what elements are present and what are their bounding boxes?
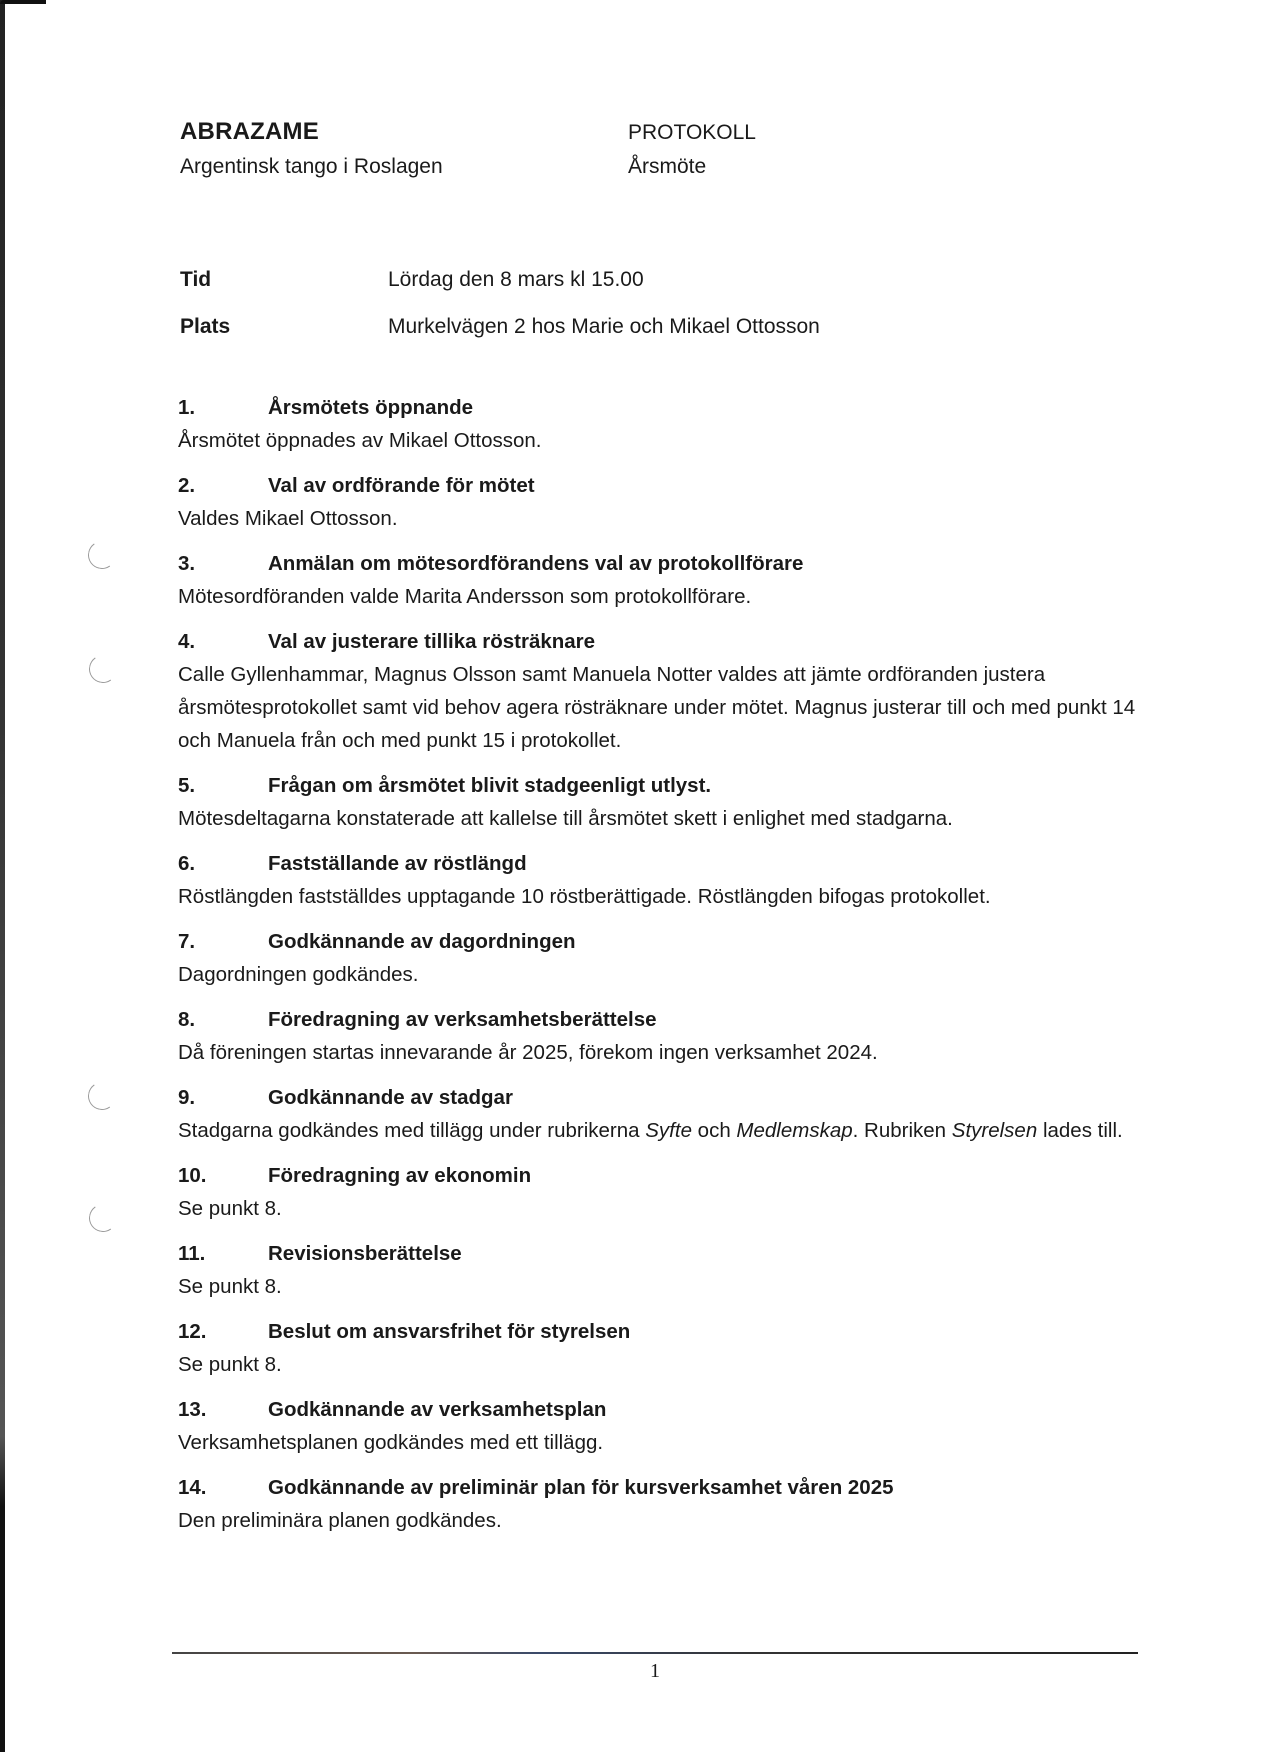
agenda-item-heading [178, 1316, 1138, 1348]
agenda-item [178, 548, 1138, 613]
agenda-item-number: 3. [178, 552, 196, 575]
body-text-segment: lades till. [1037, 1119, 1123, 1142]
agenda-item [178, 1160, 1138, 1225]
place-label: Plats [180, 315, 231, 338]
agenda-item-number: 11. [178, 1242, 206, 1265]
page-number: 1 [650, 1660, 660, 1682]
agenda-item-title: Beslut om ansvarsfrihet för styrelsen [268, 1320, 631, 1343]
agenda-item-title: Godkännande av stadgar [268, 1086, 513, 1109]
body-text-segment: . Rubriken [852, 1119, 952, 1142]
agenda-item-heading [178, 926, 1138, 958]
agenda-item-number: 5. [178, 774, 196, 797]
agenda-item-number: 9. [178, 1086, 196, 1109]
agenda-item-heading [178, 392, 1138, 424]
agenda-item-body: Den preliminära planen godkändes. [178, 1509, 502, 1532]
agenda-item-heading [178, 1082, 1138, 1114]
agenda-list [178, 392, 1138, 1550]
agenda-item-number: 7. [178, 930, 196, 953]
agenda-item-number: 13. [178, 1398, 207, 1421]
agenda-item-title: Frågan om årsmötet blivit stadgeenligt utlyst. [268, 774, 712, 797]
emphasized-term: Syfte [645, 1119, 692, 1142]
agenda-item-title: Årsmötets öppnande [268, 396, 474, 419]
agenda-item-body: Mötesdeltagarna konstaterade att kallelse till årsmötet skett i enlighet med stadgarna. [178, 807, 953, 830]
agenda-item-heading [178, 1472, 1138, 1504]
agenda-item-body: Valdes Mikael Ottosson. [178, 507, 398, 530]
agenda-item [178, 470, 1138, 535]
agenda-item-heading [178, 470, 1138, 502]
agenda-item-title: Anmälan om mötesordförandens val av protokollförare [268, 552, 804, 575]
agenda-item-body: Se punkt 8. [178, 1197, 282, 1220]
agenda-item-title: Godkännande av verksamhetsplan [268, 1398, 607, 1421]
agenda-item [178, 848, 1138, 913]
agenda-item-body [178, 1114, 1138, 1147]
document-subtitle: Årsmöte [628, 155, 707, 178]
agenda-item-title: Val av justerare tillika rösträknare [268, 630, 596, 653]
agenda-item-body: Dagordningen godkändes. [178, 963, 419, 986]
scan-edge-top [0, 0, 46, 4]
document-type-header [628, 121, 756, 179]
agenda-item-number: 12. [178, 1320, 207, 1343]
meta-row-time [180, 268, 644, 292]
agenda-item-number: 4. [178, 630, 196, 653]
agenda-item-body: Verksamhetsplanen godkändes med ett tillägg. [178, 1431, 604, 1454]
punch-hole-mark [87, 1202, 119, 1234]
agenda-item-heading [178, 1160, 1138, 1192]
agenda-item-number: 8. [178, 1008, 196, 1031]
document-type: PROTOKOLL [628, 121, 756, 144]
agenda-item [178, 1082, 1138, 1147]
agenda-item-title: Revisionsberättelse [268, 1242, 462, 1265]
emphasized-term: Medlemskap [736, 1119, 853, 1142]
agenda-item-body: Årsmötet öppnades av Mikael Ottosson. [178, 429, 542, 452]
agenda-item-heading [178, 848, 1138, 880]
agenda-item-heading [178, 1238, 1138, 1270]
agenda-item [178, 770, 1138, 835]
agenda-item-heading [178, 1394, 1138, 1426]
agenda-item-number: 14. [178, 1476, 207, 1499]
agenda-item-body: Se punkt 8. [178, 1353, 282, 1376]
agenda-item [178, 1472, 1138, 1537]
agenda-item [178, 392, 1138, 457]
agenda-item-title: Godkännande av preliminär plan för kursverksamhet våren 2025 [268, 1476, 894, 1499]
agenda-item-number: 10. [178, 1164, 207, 1187]
time-label: Tid [180, 268, 212, 291]
agenda-item-heading [178, 548, 1138, 580]
agenda-item-heading [178, 1004, 1138, 1036]
body-text-segment: Stadgarna godkändes med tillägg under rubrikerna [178, 1119, 646, 1142]
scan-edge-left [0, 0, 5, 1752]
agenda-item-title: Val av ordförande för mötet [268, 474, 535, 497]
agenda-item [178, 626, 1138, 757]
agenda-item-body: Se punkt 8. [178, 1275, 282, 1298]
agenda-item [178, 1394, 1138, 1459]
punch-hole-mark [87, 653, 119, 685]
agenda-item-number: 1. [178, 396, 196, 419]
organization-subtitle: Argentinsk tango i Roslagen [180, 155, 443, 178]
agenda-item [178, 1004, 1138, 1069]
agenda-item-title: Föredragning av verksamhetsberättelse [268, 1008, 657, 1031]
organization-name: ABRAZAME [180, 118, 319, 145]
agenda-item [178, 1238, 1138, 1303]
meta-row-place [180, 315, 820, 339]
agenda-item-heading [178, 770, 1138, 802]
agenda-item-body: Mötesordföranden valde Marita Andersson som protokollförare. [178, 585, 752, 608]
agenda-item-body: Då föreningen startas innevarande år 2025, förekom ingen verksamhet 2024. [178, 1041, 878, 1064]
emphasized-term: Styrelsen [951, 1119, 1038, 1142]
punch-hole-mark [86, 1080, 118, 1112]
agenda-item-title: Föredragning av ekonomin [268, 1164, 532, 1187]
agenda-item-body: Calle Gyllenhammar, Magnus Olsson samt Manuela Notter valdes att jämte ordföranden justera årsmötesprotokollet samt vid behov agera rösträknare under mötet. Magnus justerar till och med punkt 14 och Manuela från och med punkt 15 i protokollet. [178, 663, 1136, 752]
agenda-item-number: 2. [178, 474, 196, 497]
time-value: Lördag den 8 mars kl 15.00 [388, 268, 644, 291]
agenda-item-number: 6. [178, 852, 196, 875]
body-text-segment: och [691, 1119, 737, 1142]
punch-hole-mark [86, 539, 118, 571]
agenda-item-title: Fastställande av röstlängd [268, 852, 527, 875]
agenda-item [178, 926, 1138, 991]
footer-divider [172, 1652, 1138, 1654]
agenda-item-title: Godkännande av dagordningen [268, 930, 576, 953]
agenda-item-body: Röstlängden fastställdes upptagande 10 röstberättigade. Röstlängden bifogas protokollet. [178, 885, 991, 908]
agenda-item-heading [178, 626, 1138, 658]
organization-header [180, 118, 443, 179]
place-value: Murkelvägen 2 hos Marie och Mikael Ottosson [388, 315, 820, 338]
agenda-item [178, 1316, 1138, 1381]
